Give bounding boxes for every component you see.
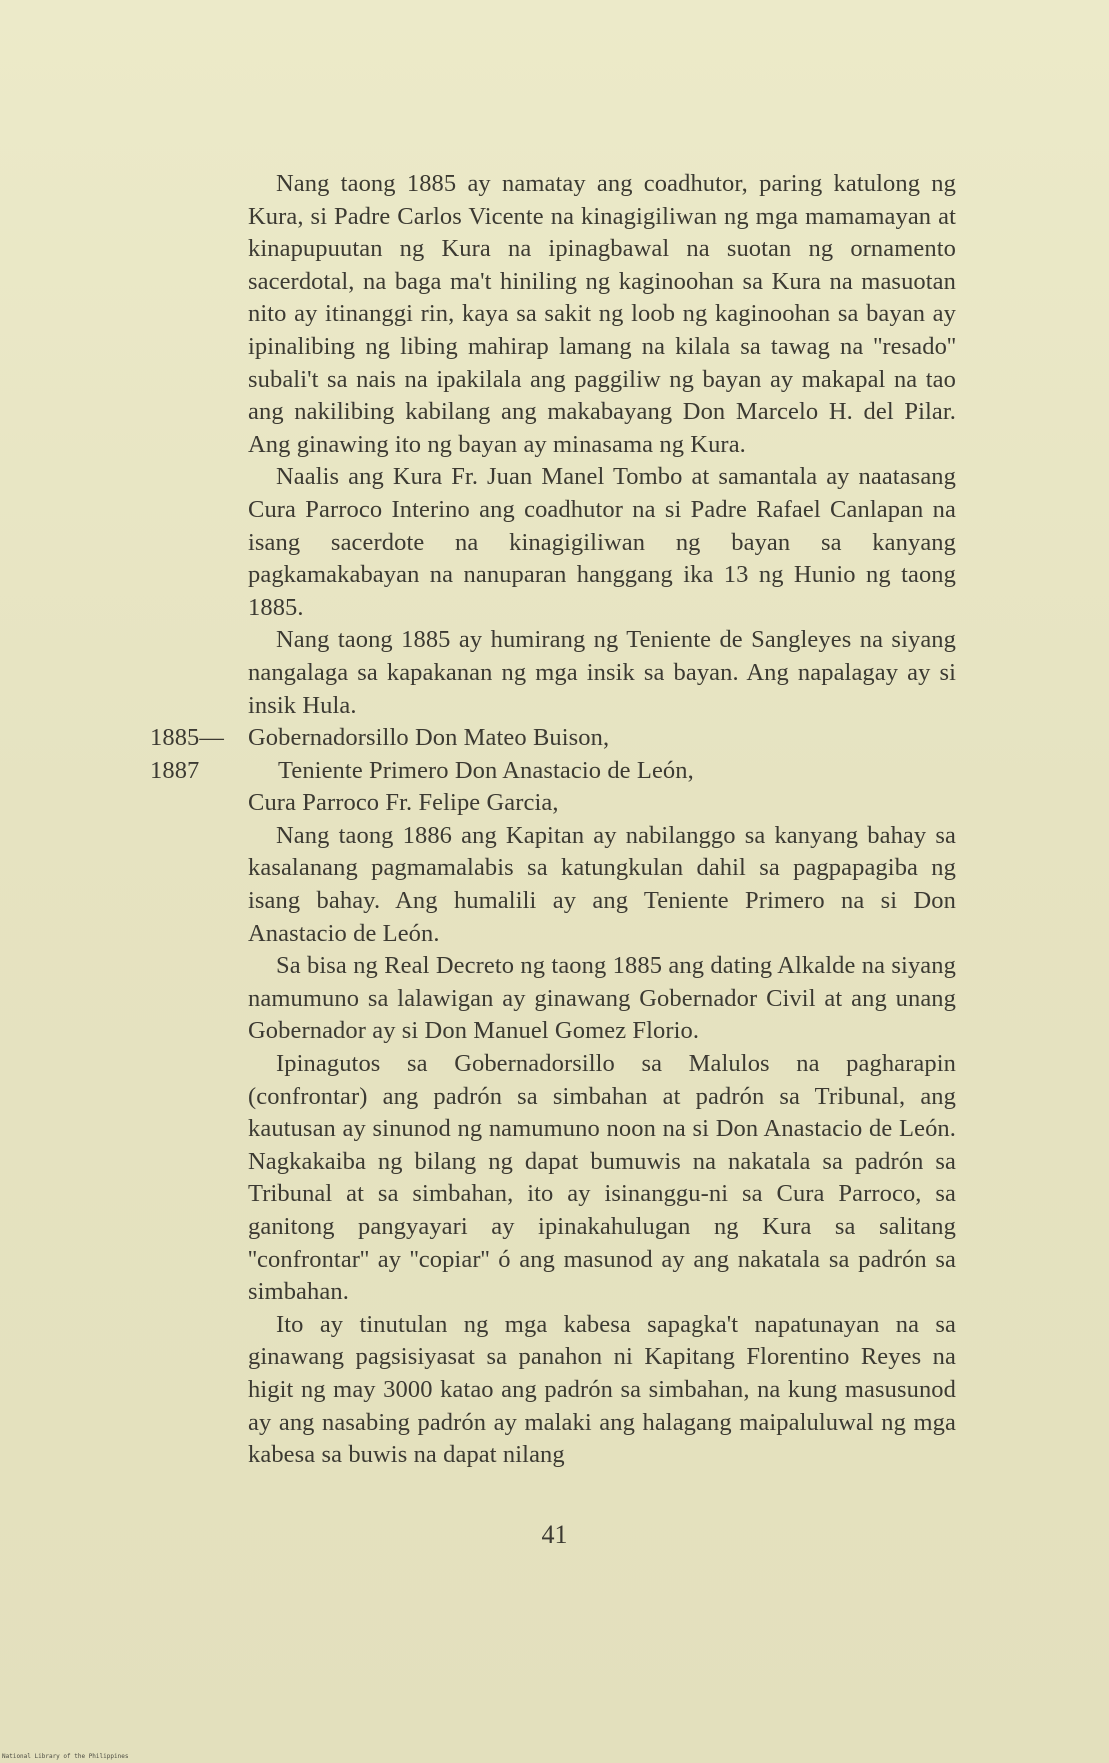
paragraph-kabesa-objection: Ito ay tinutulan ng mga kabesa sapagka't napatunayan na sa ginawang pagsisiyasat sa panahon ni Kapitang Florentino Reyes na higit ng may 3000 katao ang padrón sa simbahan, na kung masusunod ay ang nasabing padrón ay malaki ang halagang maipaluluwal ng mga kabesa sa buwis na dapat nilang xyxy=(248,1310,956,1469)
entry-text: Cura Parroco Fr. Felipe Garcia, xyxy=(248,789,559,817)
paragraph-teniente-sangleyes: Nang taong 1885 ay humirang ng Teniente de Sangleyes na siyang nangalaga sa kapakanan ng mga insik sa bayan. Ang napalagay ay si insik Hula. xyxy=(248,626,956,719)
entry-year-start: 1885— xyxy=(150,724,224,752)
entry-text: Teniente Primero Don Anastacio de León, xyxy=(278,756,694,784)
page-body xyxy=(150,168,956,1472)
page-number: 41 xyxy=(541,1520,568,1549)
paragraph-kura-removed: Naalis ang Kura Fr. Juan Manel Tombo at samantala ay naatasang Cura Parroco Interino ang coadhutor na si Padre Rafael Canlapan na isang sacerdote na kinagigiliwan ng bayan sa kanyang pagkamakabayan na nanuparan hanggang ika 13 ng Hunio ng taong 1885. xyxy=(248,463,956,621)
officials-entry-gobernadorsillo xyxy=(150,722,956,755)
library-credit: National Library of the Philippines xyxy=(2,1753,129,1760)
entry-year-end: 1887 xyxy=(150,756,200,784)
paragraph-coadhutor-death: Nang taong 1885 ay namatay ang coadhutor, paring katulong ng Kura, si Padre Carlos Vicente na kinagigiliwan ng mga mamamayan at kinapupuutan ng Kura na ipinagbawal na suotan ng ornamento sacerdotal, na baga ma't hiniling ng kaginoohan sa Kura na masuotan nito ay itinanggi rin, kaya sa sakit ng loob ng kaginoohan sa bayan ay ipinalibing ng libing mahirap lamang na kilala sa tawag na ''resado'' subali't sa nais na ipakilala ang paggiliw ng bayan ay makapal na tao ang nakilibing kabilang ang makabayang Don Marcelo H. del Pilar. Ang ginawing ito ng bayan ay minasama ng Kura. xyxy=(248,170,956,458)
paragraph-kapitan-jailed: Nang taong 1886 ang Kapitan ay nabilanggo sa kanyang bahay sa kasalanang pagmamalabis sa katungkulan dahil sa pagpapagiba ng isang bahay. Ang humalili ay ang Teniente Primero na si Don Anastacio de León. xyxy=(248,821,956,947)
officials-entry-cura xyxy=(248,787,956,820)
paragraph-real-decreto: Sa bisa ng Real Decreto ng taong 1885 ang dating Alkalde na siyang namumuno sa lalawigan ay ginawang Gobernador Civil at ang unang Gobernador ay si Don Manuel Gomez Florio. xyxy=(248,952,956,1045)
entry-text: Gobernadorsillo Don Mateo Buison, xyxy=(248,724,610,752)
paragraph-confrontar: Ipinagutos sa Gobernadorsillo sa Malulos na pagharapin (confrontar) ang padrón sa simbahan at padrón sa Tribunal, ang kautusan ay sinunod ng namumuno noon na si Don Anastacio de León. Nagkakaiba ng bilang ng dapat bumuwis na nakatala sa padrón sa Tribunal at sa simbahan, ito ay isinanggu-ni sa Cura Parroco, sa ganitong pangyayari ay ipinakahulugan ng Kura sa salitang ''confrontar'' ay ''copiar'' ó ang masunod ay ang nakatala sa padrón sa simbahan. xyxy=(248,1050,956,1306)
officials-entry-teniente xyxy=(150,755,956,788)
